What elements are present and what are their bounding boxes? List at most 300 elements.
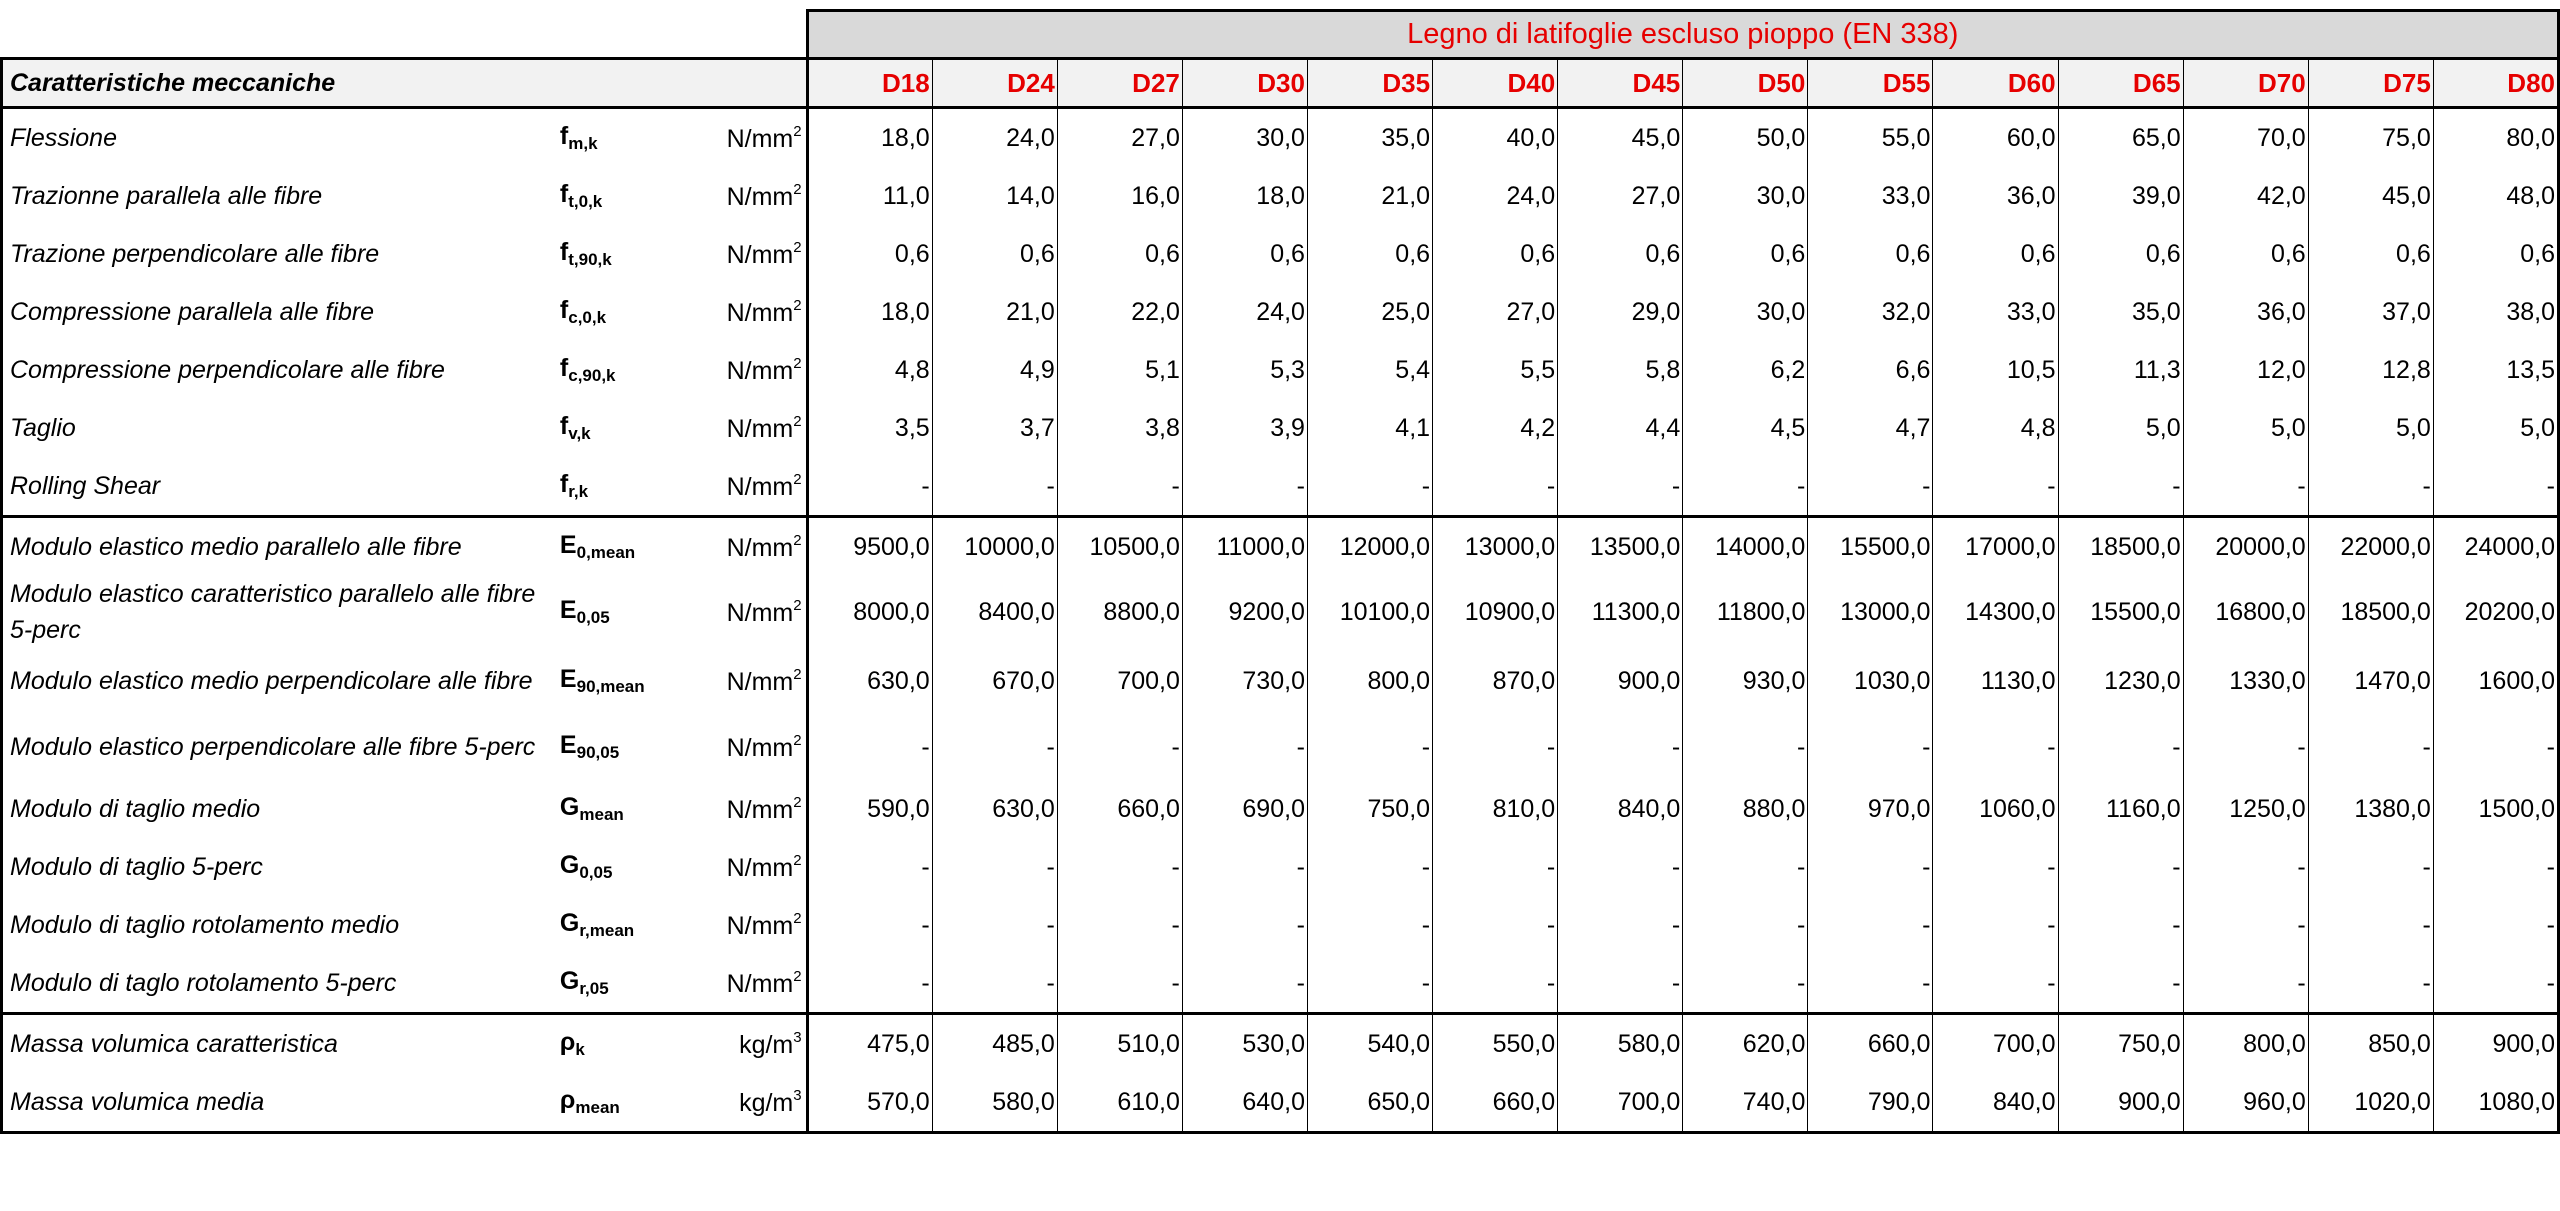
value-cell: 0,6 bbox=[1933, 225, 2058, 283]
property-symbol bbox=[557, 457, 687, 517]
value-cell: 45,0 bbox=[1558, 108, 1683, 168]
value-cell: 5,0 bbox=[2433, 399, 2558, 457]
symbol-subscript: k bbox=[575, 1040, 585, 1059]
value-cell: 840,0 bbox=[1933, 1073, 2058, 1133]
value-cell: 12,8 bbox=[2308, 341, 2433, 399]
value-cell: 11,3 bbox=[2058, 341, 2183, 399]
property-unit bbox=[687, 225, 807, 283]
value-cell: 3,9 bbox=[1182, 399, 1307, 457]
value-cell: - bbox=[1307, 457, 1432, 517]
grade-header-d60: D60 bbox=[1933, 59, 2058, 108]
value-cell: 13000,0 bbox=[1433, 517, 1558, 577]
value-cell: - bbox=[932, 457, 1057, 517]
grade-header-d30: D30 bbox=[1182, 59, 1307, 108]
unit-exponent: 2 bbox=[793, 354, 802, 372]
grade-header-d45: D45 bbox=[1558, 59, 1683, 108]
symbol-subscript: 0,mean bbox=[576, 543, 636, 562]
value-cell: - bbox=[807, 954, 932, 1014]
property-symbol bbox=[557, 780, 687, 838]
value-cell: - bbox=[2308, 838, 2433, 896]
value-cell: 790,0 bbox=[1808, 1073, 1933, 1133]
unit-base: N/mm bbox=[726, 240, 794, 269]
value-cell: - bbox=[2433, 714, 2558, 780]
value-cell: 35,0 bbox=[1307, 108, 1432, 168]
value-cell: - bbox=[1182, 896, 1307, 954]
value-cell: 1130,0 bbox=[1933, 648, 2058, 714]
unit-base: N/mm bbox=[726, 298, 794, 327]
value-cell: - bbox=[1057, 954, 1182, 1014]
grade-header-d75: D75 bbox=[2308, 59, 2433, 108]
grade-header-d40: D40 bbox=[1433, 59, 1558, 108]
symbol-subscript: c,0,k bbox=[568, 308, 607, 327]
value-cell: 8000,0 bbox=[807, 576, 932, 648]
value-cell: - bbox=[2058, 954, 2183, 1014]
value-cell: 510,0 bbox=[1057, 1014, 1182, 1074]
value-cell: 0,6 bbox=[1182, 225, 1307, 283]
value-cell: 5,4 bbox=[1307, 341, 1432, 399]
unit-base: N/mm bbox=[726, 667, 794, 696]
value-cell: 4,8 bbox=[1933, 399, 2058, 457]
unit-exponent: 2 bbox=[793, 909, 802, 927]
grade-header-d70: D70 bbox=[2183, 59, 2308, 108]
symbol-letter: f bbox=[559, 238, 569, 266]
property-symbol bbox=[557, 341, 687, 399]
unit-exponent: 3 bbox=[793, 1086, 802, 1104]
value-cell: 1080,0 bbox=[2433, 1073, 2558, 1133]
value-cell: 700,0 bbox=[1057, 648, 1182, 714]
value-cell: 590,0 bbox=[807, 780, 932, 838]
properties-table bbox=[0, 9, 2560, 1134]
value-cell: 22,0 bbox=[1057, 283, 1182, 341]
value-cell: 14,0 bbox=[932, 167, 1057, 225]
value-cell: - bbox=[807, 838, 932, 896]
value-cell: 8800,0 bbox=[1057, 576, 1182, 648]
value-cell: 39,0 bbox=[2058, 167, 2183, 225]
property-symbol bbox=[557, 954, 687, 1014]
symbol-letter: ρ bbox=[559, 1086, 576, 1114]
value-cell: 16800,0 bbox=[2183, 576, 2308, 648]
value-cell: - bbox=[1933, 954, 2058, 1014]
unit-base: kg/m bbox=[739, 1030, 794, 1059]
value-cell: 60,0 bbox=[1933, 108, 2058, 168]
value-cell: - bbox=[1683, 954, 1808, 1014]
property-label: Modulo elastico medio perpendicolare alle fibre bbox=[2, 648, 557, 714]
value-cell: 1030,0 bbox=[1808, 648, 1933, 714]
unit-base: N/mm bbox=[726, 733, 794, 762]
value-cell: 32,0 bbox=[1808, 283, 1933, 341]
value-cell: 740,0 bbox=[1683, 1073, 1808, 1133]
value-cell: - bbox=[1182, 838, 1307, 896]
value-cell: - bbox=[1057, 714, 1182, 780]
property-label: Flessione bbox=[2, 108, 557, 168]
value-cell: - bbox=[1808, 457, 1933, 517]
value-cell: 0,6 bbox=[1808, 225, 1933, 283]
value-cell: 4,2 bbox=[1433, 399, 1558, 457]
property-label: Taglio bbox=[2, 399, 557, 457]
symbol-letter: f bbox=[559, 296, 569, 324]
property-symbol bbox=[557, 838, 687, 896]
symbol-letter: f bbox=[559, 122, 569, 150]
value-cell: 1020,0 bbox=[2308, 1073, 2433, 1133]
value-cell: 3,7 bbox=[932, 399, 1057, 457]
property-unit bbox=[687, 457, 807, 517]
symbol-subscript: 90,mean bbox=[576, 677, 645, 696]
value-cell: 80,0 bbox=[2433, 108, 2558, 168]
value-cell: 27,0 bbox=[1558, 167, 1683, 225]
value-cell: - bbox=[1808, 714, 1933, 780]
value-cell: 20000,0 bbox=[2183, 517, 2308, 577]
value-cell: 1500,0 bbox=[2433, 780, 2558, 838]
symbol-subscript: t,0,k bbox=[568, 192, 603, 211]
table-row bbox=[2, 283, 2559, 341]
property-unit bbox=[687, 1014, 807, 1074]
value-cell: - bbox=[932, 896, 1057, 954]
value-cell: 0,6 bbox=[1558, 225, 1683, 283]
unit-exponent: 2 bbox=[793, 412, 802, 430]
value-cell: 660,0 bbox=[1433, 1073, 1558, 1133]
value-cell: 800,0 bbox=[1307, 648, 1432, 714]
value-cell: 11300,0 bbox=[1558, 576, 1683, 648]
symbol-subscript: v,k bbox=[568, 424, 591, 443]
value-cell: 42,0 bbox=[2183, 167, 2308, 225]
symbol-letter: E bbox=[559, 531, 577, 559]
value-cell: 700,0 bbox=[1933, 1014, 2058, 1074]
value-cell: 640,0 bbox=[1182, 1073, 1307, 1133]
value-cell: - bbox=[1933, 714, 2058, 780]
value-cell: 21,0 bbox=[1307, 167, 1432, 225]
property-label: Compressione perpendicolare alle fibre bbox=[2, 341, 557, 399]
symbol-letter: ρ bbox=[559, 1028, 576, 1056]
value-cell: 475,0 bbox=[807, 1014, 932, 1074]
property-unit bbox=[687, 341, 807, 399]
value-cell: 27,0 bbox=[1433, 283, 1558, 341]
value-cell: 0,6 bbox=[2433, 225, 2558, 283]
value-cell: 870,0 bbox=[1433, 648, 1558, 714]
header-unit-spacer bbox=[687, 59, 807, 108]
table-row bbox=[2, 1073, 2559, 1133]
table-row bbox=[2, 457, 2559, 517]
value-cell: 960,0 bbox=[2183, 1073, 2308, 1133]
symbol-subscript: 0,05 bbox=[576, 608, 610, 627]
value-cell: 10,5 bbox=[1933, 341, 2058, 399]
value-cell: 930,0 bbox=[1683, 648, 1808, 714]
value-cell: 1060,0 bbox=[1933, 780, 2058, 838]
property-unit bbox=[687, 167, 807, 225]
property-symbol bbox=[557, 648, 687, 714]
value-cell: 5,1 bbox=[1057, 341, 1182, 399]
unit-exponent: 2 bbox=[793, 296, 802, 314]
value-cell: - bbox=[1558, 714, 1683, 780]
value-cell: - bbox=[1933, 457, 2058, 517]
value-cell: 880,0 bbox=[1683, 780, 1808, 838]
value-cell: 13000,0 bbox=[1808, 576, 1933, 648]
value-cell: 5,3 bbox=[1182, 341, 1307, 399]
unit-base: N/mm bbox=[726, 356, 794, 385]
value-cell: 540,0 bbox=[1307, 1014, 1432, 1074]
value-cell: 45,0 bbox=[2308, 167, 2433, 225]
property-label: Massa volumica caratteristica bbox=[2, 1014, 557, 1074]
property-label: Modulo di taglo rotolamento 5-perc bbox=[2, 954, 557, 1014]
unit-exponent: 2 bbox=[793, 665, 802, 683]
value-cell: - bbox=[932, 838, 1057, 896]
value-cell: - bbox=[807, 714, 932, 780]
value-cell: 9500,0 bbox=[807, 517, 932, 577]
value-cell: - bbox=[1558, 838, 1683, 896]
banner-row bbox=[2, 11, 2559, 59]
value-cell: - bbox=[1558, 896, 1683, 954]
unit-exponent: 2 bbox=[793, 851, 802, 869]
value-cell: 16,0 bbox=[1057, 167, 1182, 225]
property-symbol bbox=[557, 576, 687, 648]
property-label: Modulo di taglio rotolamento medio bbox=[2, 896, 557, 954]
value-cell: - bbox=[1933, 896, 2058, 954]
value-cell: 18,0 bbox=[807, 108, 932, 168]
symbol-subscript: m,k bbox=[568, 134, 598, 153]
value-cell: - bbox=[1433, 457, 1558, 517]
unit-base: kg/m bbox=[739, 1088, 794, 1117]
value-cell: 10900,0 bbox=[1433, 576, 1558, 648]
value-cell: 15500,0 bbox=[2058, 576, 2183, 648]
value-cell: - bbox=[1433, 954, 1558, 1014]
symbol-letter: G bbox=[559, 909, 580, 937]
value-cell: - bbox=[1307, 896, 1432, 954]
symbol-subscript: r,mean bbox=[579, 921, 635, 940]
value-cell: 65,0 bbox=[2058, 108, 2183, 168]
value-cell: 1380,0 bbox=[2308, 780, 2433, 838]
value-cell: 0,6 bbox=[2308, 225, 2433, 283]
table-row bbox=[2, 780, 2559, 838]
value-cell: 15500,0 bbox=[1808, 517, 1933, 577]
value-cell: 580,0 bbox=[1558, 1014, 1683, 1074]
value-cell: 17000,0 bbox=[1933, 517, 2058, 577]
grade-header-d80: D80 bbox=[2433, 59, 2558, 108]
value-cell: 18,0 bbox=[807, 283, 932, 341]
value-cell: - bbox=[1433, 896, 1558, 954]
value-cell: 690,0 bbox=[1182, 780, 1307, 838]
value-cell: 4,1 bbox=[1307, 399, 1432, 457]
table-row bbox=[2, 1014, 2559, 1074]
value-cell: 660,0 bbox=[1808, 1014, 1933, 1074]
unit-exponent: 2 bbox=[793, 180, 802, 198]
property-unit bbox=[687, 399, 807, 457]
property-symbol bbox=[557, 283, 687, 341]
value-cell: - bbox=[2058, 838, 2183, 896]
property-label: Massa volumica media bbox=[2, 1073, 557, 1133]
property-unit bbox=[687, 576, 807, 648]
property-label: Trazionne parallela alle fibre bbox=[2, 167, 557, 225]
symbol-letter: E bbox=[559, 731, 577, 759]
value-cell: 24000,0 bbox=[2433, 517, 2558, 577]
value-cell: - bbox=[1433, 838, 1558, 896]
property-unit bbox=[687, 283, 807, 341]
unit-exponent: 2 bbox=[793, 122, 802, 140]
value-cell: - bbox=[2183, 714, 2308, 780]
value-cell: - bbox=[1057, 896, 1182, 954]
symbol-letter: G bbox=[559, 967, 580, 995]
value-cell: 10100,0 bbox=[1307, 576, 1432, 648]
symbol-subscript: c,90,k bbox=[568, 366, 616, 385]
unit-exponent: 2 bbox=[793, 596, 802, 614]
value-cell: 0,6 bbox=[1433, 225, 1558, 283]
value-cell: 12000,0 bbox=[1307, 517, 1432, 577]
table-row bbox=[2, 838, 2559, 896]
value-cell: 30,0 bbox=[1683, 283, 1808, 341]
property-unit bbox=[687, 108, 807, 168]
value-cell: - bbox=[1683, 714, 1808, 780]
property-symbol bbox=[557, 225, 687, 283]
value-cell: 630,0 bbox=[807, 648, 932, 714]
property-unit bbox=[687, 1073, 807, 1133]
value-cell: 30,0 bbox=[1182, 108, 1307, 168]
unit-base: N/mm bbox=[726, 182, 794, 211]
value-cell: 1470,0 bbox=[2308, 648, 2433, 714]
value-cell: 1230,0 bbox=[2058, 648, 2183, 714]
symbol-letter: f bbox=[559, 180, 569, 208]
property-unit bbox=[687, 954, 807, 1014]
value-cell: 11,0 bbox=[807, 167, 932, 225]
value-cell: 10000,0 bbox=[932, 517, 1057, 577]
section-title: Caratteristiche meccaniche bbox=[2, 59, 688, 108]
value-cell: 5,0 bbox=[2308, 399, 2433, 457]
value-cell: - bbox=[2058, 457, 2183, 517]
symbol-letter: f bbox=[559, 470, 569, 498]
value-cell: - bbox=[2308, 896, 2433, 954]
value-cell: 900,0 bbox=[1558, 648, 1683, 714]
value-cell: 27,0 bbox=[1057, 108, 1182, 168]
value-cell: 630,0 bbox=[932, 780, 1057, 838]
value-cell: 40,0 bbox=[1433, 108, 1558, 168]
value-cell: - bbox=[1558, 457, 1683, 517]
symbol-letter: f bbox=[559, 412, 569, 440]
banner-blank bbox=[2, 11, 808, 59]
value-cell: - bbox=[1558, 954, 1683, 1014]
unit-exponent: 2 bbox=[793, 470, 802, 488]
unit-exponent: 2 bbox=[793, 731, 802, 749]
property-unit bbox=[687, 648, 807, 714]
value-cell: 0,6 bbox=[1307, 225, 1432, 283]
table-row bbox=[2, 714, 2559, 780]
property-label: Modulo di taglio medio bbox=[2, 780, 557, 838]
value-cell: 700,0 bbox=[1558, 1073, 1683, 1133]
value-cell: 0,6 bbox=[1683, 225, 1808, 283]
value-cell: 4,9 bbox=[932, 341, 1057, 399]
value-cell: 36,0 bbox=[1933, 167, 2058, 225]
value-cell: 29,0 bbox=[1558, 283, 1683, 341]
table-row bbox=[2, 167, 2559, 225]
unit-exponent: 2 bbox=[793, 238, 802, 256]
property-unit bbox=[687, 714, 807, 780]
value-cell: 24,0 bbox=[932, 108, 1057, 168]
value-cell: 670,0 bbox=[932, 648, 1057, 714]
value-cell: 610,0 bbox=[1057, 1073, 1182, 1133]
symbol-letter: f bbox=[559, 354, 569, 382]
property-symbol bbox=[557, 517, 687, 577]
unit-base: N/mm bbox=[726, 533, 794, 562]
value-cell: 13500,0 bbox=[1558, 517, 1683, 577]
value-cell: 36,0 bbox=[2183, 283, 2308, 341]
value-cell: 55,0 bbox=[1808, 108, 1933, 168]
value-cell: 21,0 bbox=[932, 283, 1057, 341]
value-cell: 14300,0 bbox=[1933, 576, 2058, 648]
symbol-subscript: r,k bbox=[568, 482, 589, 501]
table-row bbox=[2, 399, 2559, 457]
value-cell: - bbox=[2433, 896, 2558, 954]
value-cell: - bbox=[1307, 954, 1432, 1014]
unit-base: N/mm bbox=[726, 124, 794, 153]
value-cell: - bbox=[2183, 838, 2308, 896]
value-cell: 650,0 bbox=[1307, 1073, 1432, 1133]
value-cell: 1600,0 bbox=[2433, 648, 2558, 714]
table-row bbox=[2, 648, 2559, 714]
value-cell: 30,0 bbox=[1683, 167, 1808, 225]
value-cell: 530,0 bbox=[1182, 1014, 1307, 1074]
table-row bbox=[2, 517, 2559, 577]
table-row bbox=[2, 576, 2559, 648]
value-cell: 730,0 bbox=[1182, 648, 1307, 714]
property-label: Modulo di taglio 5-perc bbox=[2, 838, 557, 896]
value-cell: 24,0 bbox=[1182, 283, 1307, 341]
value-cell: - bbox=[1182, 457, 1307, 517]
unit-base: N/mm bbox=[726, 598, 794, 627]
value-cell: 38,0 bbox=[2433, 283, 2558, 341]
value-cell: 75,0 bbox=[2308, 108, 2433, 168]
value-cell: 12,0 bbox=[2183, 341, 2308, 399]
value-cell: 25,0 bbox=[1307, 283, 1432, 341]
property-symbol bbox=[557, 1014, 687, 1074]
value-cell: - bbox=[1307, 838, 1432, 896]
grade-header-d24: D24 bbox=[932, 59, 1057, 108]
value-cell: 5,0 bbox=[2058, 399, 2183, 457]
value-cell: 4,4 bbox=[1558, 399, 1683, 457]
value-cell: 35,0 bbox=[2058, 283, 2183, 341]
value-cell: - bbox=[2058, 714, 2183, 780]
value-cell: 20200,0 bbox=[2433, 576, 2558, 648]
value-cell: 0,6 bbox=[807, 225, 932, 283]
grade-header-d35: D35 bbox=[1307, 59, 1432, 108]
property-symbol bbox=[557, 167, 687, 225]
grade-header-d55: D55 bbox=[1808, 59, 1933, 108]
value-cell: 660,0 bbox=[1057, 780, 1182, 838]
table-row bbox=[2, 108, 2559, 168]
value-cell: 18500,0 bbox=[2058, 517, 2183, 577]
unit-exponent: 2 bbox=[793, 531, 802, 549]
unit-exponent: 2 bbox=[793, 793, 802, 811]
value-cell: 5,0 bbox=[2183, 399, 2308, 457]
symbol-letter: E bbox=[559, 665, 577, 693]
symbol-subscript: mean bbox=[579, 805, 624, 824]
value-cell: - bbox=[2433, 457, 2558, 517]
property-label: Modulo elastico medio parallelo alle fibre bbox=[2, 517, 557, 577]
symbol-subscript: mean bbox=[575, 1098, 620, 1117]
property-label: Modulo elastico perpendicolare alle fibre 5-perc bbox=[2, 714, 557, 780]
grade-header-d27: D27 bbox=[1057, 59, 1182, 108]
property-unit bbox=[687, 896, 807, 954]
value-cell: - bbox=[1433, 714, 1558, 780]
value-cell: 6,2 bbox=[1683, 341, 1808, 399]
value-cell: 0,6 bbox=[2058, 225, 2183, 283]
grade-header-d65: D65 bbox=[2058, 59, 2183, 108]
table-row bbox=[2, 341, 2559, 399]
value-cell: - bbox=[1808, 954, 1933, 1014]
value-cell: - bbox=[2433, 838, 2558, 896]
unit-base: N/mm bbox=[726, 795, 794, 824]
value-cell: - bbox=[1057, 838, 1182, 896]
value-cell: 11800,0 bbox=[1683, 576, 1808, 648]
value-cell: 850,0 bbox=[2308, 1014, 2433, 1074]
symbol-letter: E bbox=[559, 596, 577, 624]
symbol-subscript: r,05 bbox=[579, 979, 609, 998]
symbol-subscript: 90,05 bbox=[576, 743, 620, 762]
